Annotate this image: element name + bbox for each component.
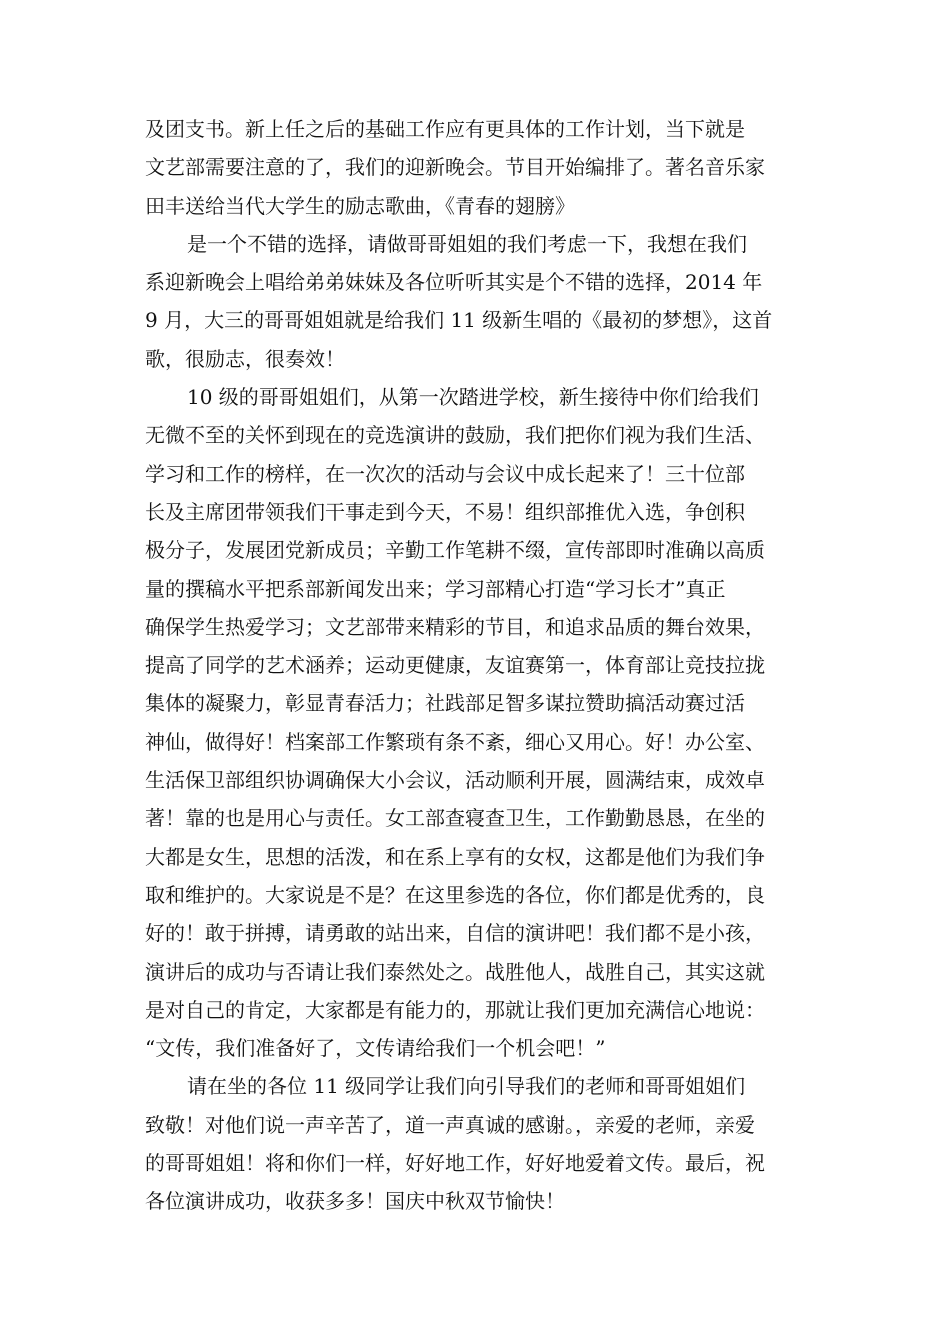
text-line: 演讲后的成功与否请让我们泰然处之。战胜他人，战胜自己，其实这就 bbox=[145, 959, 765, 984]
text-line: 无微不至的关怀到现在的竞选演讲的鼓励，我们把你们视为我们生活、 bbox=[145, 423, 765, 448]
text-line: 文艺部需要注意的了，我们的迎新晚会。节目开始编排了。著名音乐家 bbox=[145, 155, 765, 180]
text-line: 各位演讲成功，收获多多！国庆中秋双节愉快！ bbox=[145, 1189, 565, 1214]
text-line: 生活保卫部组织协调确保大小会议，活动顺利开展，圆满结束，成效卓 bbox=[145, 768, 765, 793]
text-line: 大都是女生，思想的活泼，和在系上享有的女权，这都是他们为我们争 bbox=[145, 844, 765, 869]
text-line: 极分子，发展团党新成员；辛勤工作笔耕不缀，宣传部即时准确以高质 bbox=[145, 538, 765, 563]
paragraph-first-line: 请在坐的各位 11 级同学让我们向引导我们的老师和哥哥姐姐们 bbox=[187, 1074, 746, 1099]
text-line: 歌，很励志，很奏效！ bbox=[145, 346, 345, 371]
text-line: 长及主席团带领我们干事走到今天，不易！组织部推优入选，争创积 bbox=[145, 499, 745, 524]
paragraph-first-line: 10 级的哥哥姐姐们，从第一次踏进学校，新生接待中你们给我们 bbox=[187, 385, 759, 410]
text-line: 及团支书。新上任之后的基础工作应有更具体的工作计划，当下就是 bbox=[145, 117, 745, 141]
text-line: 量的撰稿水平把系部新闻发出来；学习部精心打造“学习长才”真正 bbox=[145, 576, 726, 601]
text-line: 系迎新晚会上唱给弟弟妹妹及各位听听其实是个不错的选择，2014 年 bbox=[145, 270, 763, 295]
text-line: 取和维护的。大家说是不是？在这里参选的各位，你们都是优秀的，良 bbox=[145, 882, 765, 907]
text-line: 确保学生热爱学习；文艺部带来精彩的节目，和追求品质的舞台效果， bbox=[145, 614, 765, 639]
document-body bbox=[145, 110, 825, 1221]
text-line: 是对自己的肯定，大家都是有能力的，那就让我们更加充满信心地说： bbox=[145, 997, 765, 1022]
text-line: 学习和工作的榜样，在一次次的活动与会议中成长起来了！三十位部 bbox=[145, 461, 745, 486]
text-line: 集体的凝聚力，彰显青春活力；社践部足智多谋拉赞助搞活动赛过活 bbox=[145, 691, 745, 716]
paragraph-first-line: 是一个不错的选择，请做哥哥姐姐的我们考虑一下，我想在我们 bbox=[187, 231, 747, 256]
text-line: 提高了同学的艺术涵养；运动更健康，友谊赛第一，体育部让竞技拉拢 bbox=[145, 653, 765, 678]
text-line: “文传，我们准备好了，文传请给我们一个机会吧！” bbox=[145, 1036, 606, 1061]
text-line: 好的！敢于拼搏，请勇敢的站出来，自信的演讲吧！我们都不是小孩， bbox=[145, 921, 765, 946]
text-line: 致敬！对他们说一声辛苦了，道一声真诚的感谢。，亲爱的老师，亲爱 bbox=[145, 1112, 755, 1137]
text-line: 9 月，大三的哥哥姐姐就是给我们 11 级新生唱的《最初的梦想》，这首 bbox=[145, 308, 773, 333]
text-line: 田丰送给当代大学生的励志歌曲，《青春的翅膀》 bbox=[145, 193, 575, 218]
text-line: 神仙，做得好！档案部工作繁琐有条不紊，细心又用心。好！办公室、 bbox=[145, 729, 765, 754]
text-line: 的哥哥姐姐！将和你们一样，好好地工作，好好地爱着文传。最后，祝 bbox=[145, 1151, 765, 1176]
text-line: 著！靠的也是用心与责任。女工部查寝查卫生，工作勤勤恳恳，在坐的 bbox=[145, 806, 765, 831]
